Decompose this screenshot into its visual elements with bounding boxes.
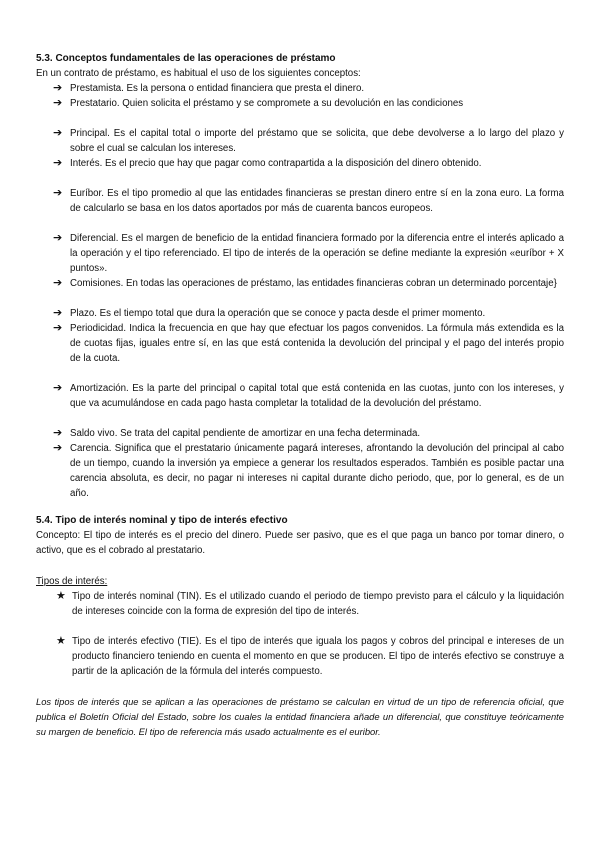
arrow-icon: ➔ xyxy=(53,322,63,334)
section-5-3-intro: En un contrato de préstamo, es habitual el uso de los siguientes conceptos: xyxy=(36,68,361,79)
concept-text: Prestatario. Quien solicita el préstamo y se compromete a su devolución en las condiciones xyxy=(70,98,464,109)
arrow-icon: ➔ xyxy=(53,82,63,94)
closing-paragraph: Los tipos de interés que se aplican a las operaciones de préstamo se calculan en virtud de un tipo de referencia oficial, que publica el Boletín Oficial del Estado, sobre los cuales la entidad financiera añade un diferencial, que constituye teóricamente su margen de beneficio. El tipo de referencia más usado actualmente es el euribor. xyxy=(36,696,564,737)
concept-text: Amortización. Es la parte del principal o capital total que está contenida en las cuotas, junto con los intereses, y que va acumulándose en cada pago hasta completar la totalidad de la devolución del préstamo. xyxy=(70,383,564,409)
arrow-icon: ➔ xyxy=(53,232,63,244)
arrow-icon: ➔ xyxy=(53,127,63,139)
arrow-icon: ➔ xyxy=(53,157,63,169)
concept-text: Principal. Es el capital total o importe del préstamo que se solicita, que debe devolverse a lo largo del plazo y sobre el cual se calculan los intereses. xyxy=(70,128,564,154)
concept-item xyxy=(36,381,564,411)
concept-text: Diferencial. Es el margen de beneficio de la entidad financiera formado por la diferencia entre el interés aplicado a la operación y el tipo referenciado. El tipo de interés de la operación se define mediante la expresión «euríbor + X puntos». xyxy=(70,233,564,274)
star-icon: ★ xyxy=(56,635,66,647)
concept-item xyxy=(36,231,564,276)
concept-text: Interés. Es el precio que hay que pagar como contrapartida a la disposición del dinero obtenido. xyxy=(70,158,482,169)
arrow-icon: ➔ xyxy=(53,427,63,439)
concept-item xyxy=(36,156,564,171)
concept-text: Euríbor. Es el tipo promedio al que las entidades financieras se prestan dinero entre sí en la zona euro. La forma de calcularlo se basa en los datos aportados por más de cuarenta bancos europeos. xyxy=(70,188,564,214)
interest-types-list xyxy=(36,589,564,679)
document-page xyxy=(36,52,564,739)
arrow-icon: ➔ xyxy=(53,97,63,109)
concept-text: Comisiones. En todas las operaciones de préstamo, las entidades financieras cobran un determinado porcentaje} xyxy=(70,278,557,289)
interest-type-item xyxy=(36,589,564,619)
interest-type-item xyxy=(36,634,564,679)
concept-item xyxy=(36,81,564,96)
section-5-4-concept: Concepto: El tipo de interés es el precio del dinero. Puede ser pasivo, que es el que paga un banco por tomar dinero, o activo, que es el cobrado al prestatario. xyxy=(36,530,564,556)
concept-item xyxy=(36,276,564,291)
concept-item xyxy=(36,306,564,321)
arrow-icon: ➔ xyxy=(53,307,63,319)
arrow-icon: ➔ xyxy=(53,187,63,199)
section-5-3-heading: 5.3. Conceptos fundamentales de las operaciones de préstamo xyxy=(36,53,336,64)
concept-item xyxy=(36,186,564,216)
section-5-4-heading: 5.4. Tipo de interés nominal y tipo de interés efectivo xyxy=(36,515,288,526)
arrow-icon: ➔ xyxy=(53,442,63,454)
concept-text: Saldo vivo. Se trata del capital pendiente de amortizar en una fecha determinada. xyxy=(70,428,421,439)
concept-item xyxy=(36,126,564,156)
arrow-icon: ➔ xyxy=(53,382,63,394)
interest-type-text: Tipo de interés nominal (TIN). Es el utilizado cuando el periodo de tiempo previsto para el cálculo y la liquidación de intereses coincide con la forma de expresión del tipo de interés. xyxy=(72,591,564,617)
concept-text: Plazo. Es el tiempo total que dura la operación que se conoce y pacta desde el primer momento. xyxy=(70,308,486,319)
concept-item xyxy=(36,441,564,501)
concept-text: Prestamista. Es la persona o entidad financiera que presta el dinero. xyxy=(70,83,365,94)
concept-item xyxy=(36,426,564,441)
concept-text: Periodicidad. Indica la frecuencia en que hay que efectuar los pagos convenidos. La fórmula más extendida es la de cuotas fijas, iguales entre sí, en las que está contenida la devolución del principal y el pago del interés propio de la cuota. xyxy=(70,323,564,364)
interest-type-text: Tipo de interés efectivo (TIE). Es el tipo de interés que iguala los pagos y cobros del principal e intereses de un producto financiero teniendo en cuenta el momento en que se producen. El tipo de interés efectivo se construye a partir de la aplicación de la fórmula del interés compuesto. xyxy=(72,636,564,677)
interest-types-heading: Tipos de interés: xyxy=(36,576,108,587)
concept-item xyxy=(36,96,564,111)
concept-text: Carencia. Significa que el prestatario únicamente pagará intereses, afrontando la devolución del principal al cabo de un tiempo, cuando la inversión ya empiece a generar los resultados esperados. También es posible pactar una carencia absoluta, es decir, no pagar ni intereses ni capital durante dicho periodo, que, por lo general, es de un año. xyxy=(70,443,564,499)
arrow-icon: ➔ xyxy=(53,277,63,289)
concept-item xyxy=(36,321,564,366)
concepts-list xyxy=(36,81,564,501)
star-icon: ★ xyxy=(56,590,66,602)
